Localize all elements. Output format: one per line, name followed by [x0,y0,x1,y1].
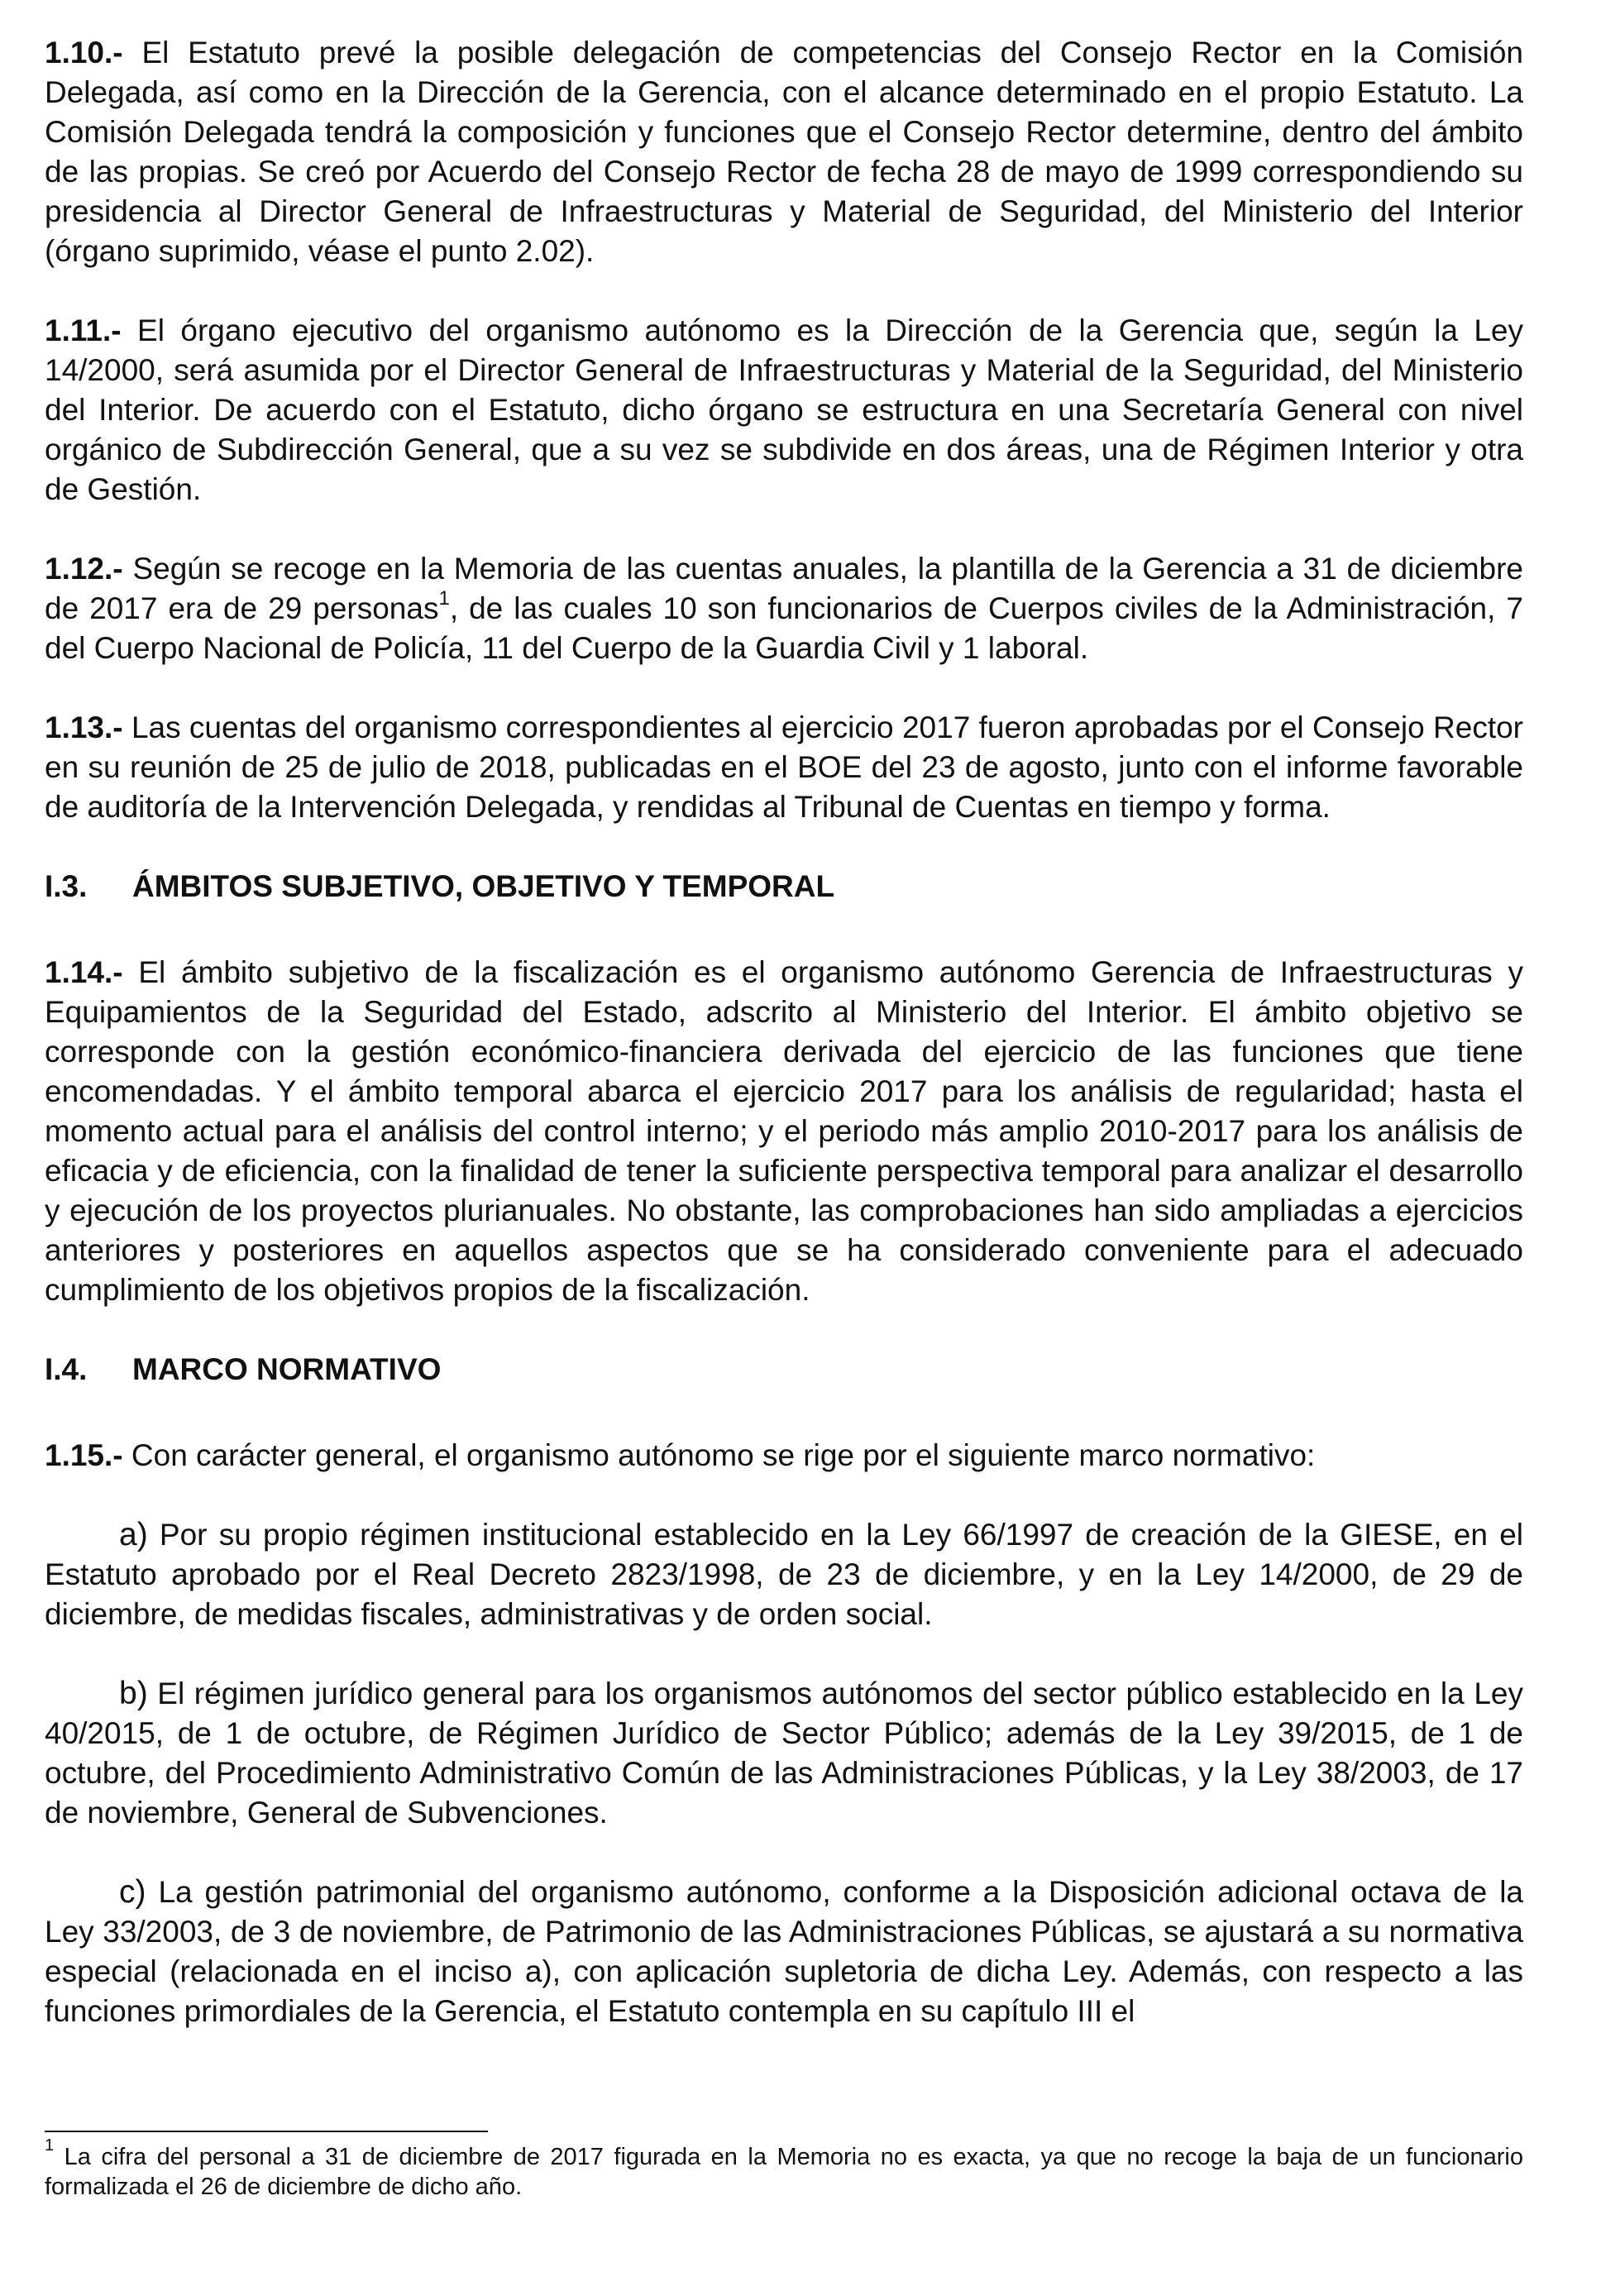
list-item-text: La gestión patrimonial del organismo autónomo, conforme a la Disposición adicional octava de la Ley 33/2003, de 3 de noviembre, de Patrimonio de las Administraciones Públicas, se ajustará a su normativa especial (relacionada en el inciso a), con aplicación supletoria de dicha Ley. Además, con respecto a las funciones primordiales de la Gerencia, el Estatuto contempla en su capítulo III el [45,1875,1523,2028]
paragraph-text: Con carácter general, el organismo autónomo se rige por el siguiente marco normativo: [122,1438,1316,1472]
paragraph-number: 1.11.- [45,313,122,347]
list-item-letter: c) [119,1874,146,1910]
paragraph-1-12 [45,549,1523,668]
paragraph-text-continued: , de las cuales 10 son funcionarios de Cuerpos civiles de la Administración, 7 del Cuerpo Nacional de Policía, 11 del Cuerpo de la Guardia Civil y 1 laboral. [45,591,1523,665]
paragraph-text: Las cuentas del organismo correspondientes al ejercicio 2017 fueron aprobadas por el Consejo Rector en su reunión de 25 de julio de 2018, publicadas en el BOE del 23 de agosto, junto con el informe favorable de auditoría de la Intervención Delegada, y rendidas al Tribunal de Cuentas en tiempo y forma. [45,710,1523,824]
footnote-separator [45,2131,488,2132]
paragraph-number: 1.15.- [45,1438,123,1472]
paragraph-1-14 [45,953,1523,1310]
section-title: ÁMBITOS SUBJETIVO, OBJETIVO Y TEMPORAL [132,869,835,903]
paragraph-number: 1.14.- [45,955,123,989]
list-item-b [45,1674,1523,1833]
list-item-text: El régimen jurídico general para los organismos autónomos del sector público establecido en la Ley 40/2015, de 1 de octubre, de Régimen Jurídico de Sector Público; además de la Ley 39/2015, de 1 de octubre, del Procedimiento Administrativo Común de las Administraciones Públicas, y la Ley 38/2003, de 17 de noviembre, General de Subvenciones. [45,1677,1523,1830]
paragraph-text: El órgano ejecutivo del organismo autónomo es la Dirección de la Gerencia que, según la Ley 14/2000, será asumida por el Director General de Infraestructuras y Material de la Seguridad, del Ministerio del Interior. De acuerdo con el Estatuto, dicho órgano se estructura en una Secretaría General con nivel orgánico de Subdirección General, que a su vez se subdivide en dos áreas, una de Régimen Interior y otra de Gestión. [45,313,1523,506]
paragraph-number: 1.12.- [45,552,123,586]
footnote-reference[interactable]: 1 [438,586,450,610]
paragraph-text: El ámbito subjetivo de la fiscalización es el organismo autónomo Gerencia de Infraestructuras y Equipamientos de la Seguridad del Estado, adscrito al Ministerio del Interior. El ámbito objetivo se corresponde con la gestión económico-financiera derivada del ejercicio de las funciones que tiene encomendadas. Y el ámbito temporal abarca el ejercicio 2017 para los análisis de regularidad; hasta el momento actual para el análisis del control interno; y el periodo más amplio 2010-2017 para los análisis de eficacia y de eficiencia, con la finalidad de tener la suficiente perspectiva temporal para analizar el desarrollo y ejecución de los proyectos plurianuales. No obstante, las comprobaciones han sido ampliadas a ejercicios anteriores y posteriores en aquellos aspectos que se ha considerado conveniente para el adecuado cumplimiento de los objetivos propios de la fiscalización. [45,955,1523,1307]
section-heading-i4 [45,1350,1523,1390]
section-title: MARCO NORMATIVO [132,1352,442,1386]
list-item-a [45,1515,1523,1634]
footnote-text: La cifra del personal a 31 de diciembre de 2017 figurada en la Memoria no es exacta, ya que no recoge la baja de un funcionario formalizada el 26 de diciembre de dicho año. [45,2144,1523,2200]
paragraph-number: 1.10.- [45,36,123,69]
footnote [45,2136,1523,2202]
list-item-letter: a) [119,1517,148,1552]
list-item-c [45,1873,1523,2031]
section-heading-i3 [45,867,1523,906]
paragraph-1-11 [45,311,1523,509]
section-number: I.3. [45,869,88,903]
list-item-text: Por su propio régimen institucional establecido en la Ley 66/1997 de creación de la GIESE, en el Estatuto aprobado por el Real Decreto 2823/1998, de 23 de diciembre, y en la Ley 14/2000, de 29 de diciembre, de medidas fiscales, administrativas y de orden social. [45,1518,1523,1631]
paragraph-number: 1.13.- [45,710,123,744]
paragraph-1-10 [45,33,1523,271]
paragraph-text: Según se recoge en la Memoria de las cuentas anuales, la plantilla de la Gerencia a 31 de diciembre de 2017 era de 29 personas [45,552,1523,625]
list-item-letter: b) [119,1676,148,1711]
paragraph-text: El Estatuto prevé la posible delegación de competencias del Consejo Rector en la Comisión Delegada, así como en la Dirección de la Gerencia, con el alcance determinado en el propio Estatuto. La Comisión Delegada tendrá la composición y funciones que el Consejo Rector determine, dentro del ámbito de las propias. Se creó por Acuerdo del Consejo Rector de fecha 28 de mayo de 1999 correspondiendo su presidencia al Director General de Infraestructuras y Material de Seguridad, del Ministerio del Interior (órgano suprimido, véase el punto 2.02). [45,36,1523,268]
section-number: I.4. [45,1352,88,1386]
paragraph-1-13 [45,708,1523,827]
paragraph-1-15 [45,1436,1523,1476]
footnote-marker: 1 [45,2136,55,2155]
